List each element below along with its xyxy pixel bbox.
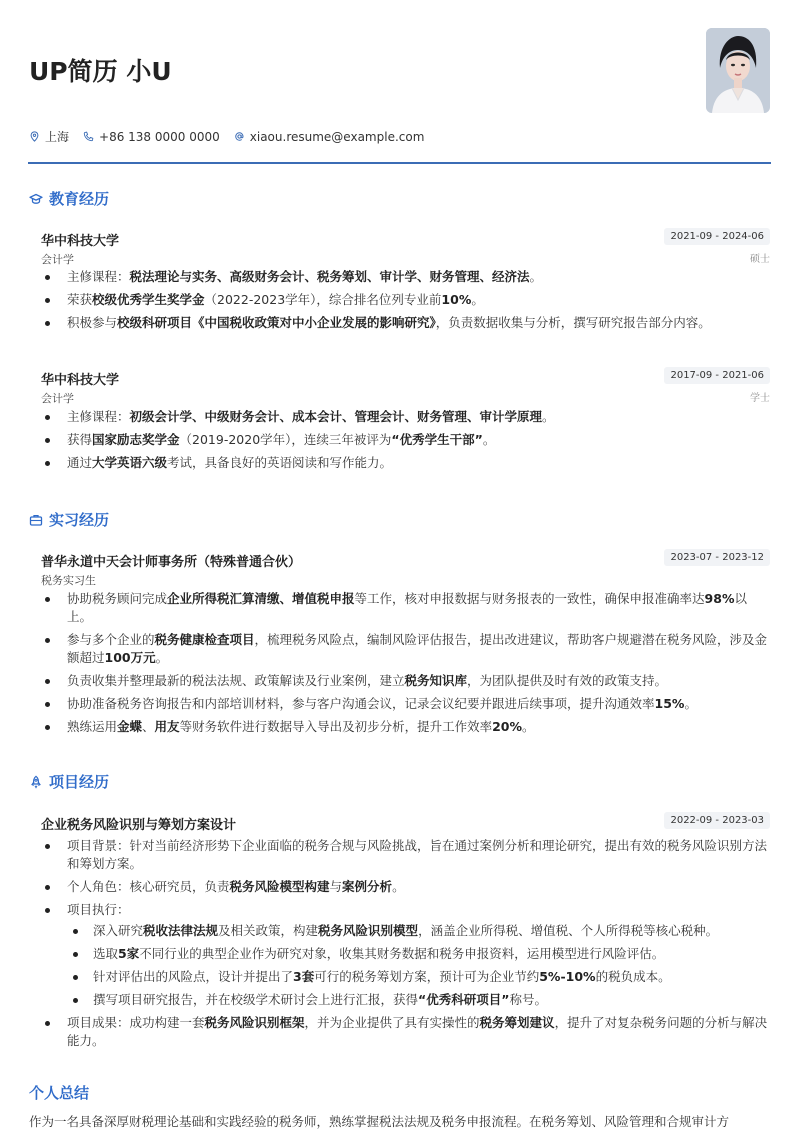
major: 会计学 bbox=[41, 392, 74, 405]
header-divider bbox=[28, 162, 771, 164]
body-text: 获得 bbox=[67, 432, 93, 447]
at-sign-icon bbox=[234, 131, 245, 142]
contact-location bbox=[29, 128, 69, 145]
phone-text: +86 138 0000 0000 bbox=[99, 129, 220, 144]
education-entry-2 bbox=[41, 369, 770, 406]
highlight-text: 3套 bbox=[293, 969, 315, 984]
section-projects-title bbox=[29, 771, 109, 792]
company-name: 普华永道中天会计师事务所（特殊普通合伙） bbox=[41, 555, 302, 570]
location-pin-icon bbox=[29, 131, 40, 142]
section-internship-title bbox=[29, 509, 109, 530]
section-education-title bbox=[29, 188, 109, 209]
bullet-item bbox=[41, 672, 770, 690]
highlight-text: 税务健康检查项目 bbox=[154, 632, 255, 647]
body-text: 。 bbox=[155, 650, 169, 665]
body-text: 项目背景：针对当前经济形势下企业面临的税务合规与风险挑战，旨在通过案例分析和理论研究，提出有效的税务风险识别方法和筹划方案。 bbox=[67, 838, 768, 871]
body-text: 主修课程： bbox=[67, 269, 130, 284]
bullet-item bbox=[41, 878, 770, 896]
highlight-text: 用友 bbox=[154, 719, 180, 734]
body-text: 称号。 bbox=[509, 992, 547, 1007]
bullet-item bbox=[67, 945, 770, 963]
body-text: 熟练运用 bbox=[67, 719, 118, 734]
school-name: 华中科技大学 bbox=[41, 373, 120, 388]
body-text: 、 bbox=[142, 719, 155, 734]
body-text: 项目成果：成功构建一套 bbox=[67, 1015, 205, 1030]
bullet-item bbox=[67, 991, 770, 1009]
bullet-item bbox=[41, 291, 770, 309]
body-text: 以上。 bbox=[67, 591, 747, 624]
contact-phone[interactable] bbox=[83, 130, 220, 144]
bullet-item bbox=[67, 968, 770, 986]
highlight-text: 税务风险模型构建 bbox=[229, 879, 330, 894]
date-range-badge: 2017-09 - 2021-06 bbox=[664, 367, 770, 384]
body-text: 可行的税务筹划方案，预计可为企业节约 bbox=[314, 969, 540, 984]
body-text: 深入研究 bbox=[93, 923, 144, 938]
date-range-badge: 2023-07 - 2023-12 bbox=[664, 549, 770, 566]
body-text: 项目执行： bbox=[67, 902, 130, 917]
body-text: ，为团队提供及时有效的政策支持。 bbox=[467, 673, 668, 688]
highlight-text: 校级科研项目《中国税收政策对中小企业发展的影响研究》 bbox=[117, 315, 436, 330]
profile-photo bbox=[706, 28, 770, 113]
section-education-label: 教育经历 bbox=[49, 190, 110, 208]
body-text: 及相关政策，构建 bbox=[218, 923, 319, 938]
school-name: 华中科技大学 bbox=[41, 234, 120, 249]
role: 税务实习生 bbox=[41, 574, 96, 587]
bullet-item bbox=[41, 718, 770, 736]
body-text: 主修课程： bbox=[67, 409, 130, 424]
internship-1-bullets bbox=[41, 590, 770, 741]
body-text: 的税负成本。 bbox=[595, 969, 671, 984]
highlight-text: 初级会计学、中级财务会计、成本会计、管理会计、财务管理、审计学原理 bbox=[129, 409, 543, 424]
highlight-text: 100万元 bbox=[104, 650, 156, 665]
body-text: 选取 bbox=[93, 946, 119, 961]
degree-label: 学士 bbox=[750, 393, 770, 404]
body-text: 等财务软件进行数据导入导出及初步分析，提升工作效率 bbox=[179, 719, 493, 734]
body-text: 。 bbox=[684, 696, 697, 711]
contact-row bbox=[29, 128, 438, 145]
highlight-text: 税务筹划建议 bbox=[479, 1015, 555, 1030]
portrait-image bbox=[706, 28, 770, 113]
body-text: 针对评估出的风险点，设计并提出了 bbox=[93, 969, 294, 984]
phone-icon bbox=[83, 131, 94, 142]
body-text: 。 bbox=[522, 719, 535, 734]
highlight-text: 10% bbox=[441, 292, 472, 307]
email-text: xiaou.resume@example.com bbox=[249, 129, 425, 144]
internship-entry-1 bbox=[41, 551, 770, 588]
bullet-item bbox=[41, 901, 770, 1009]
degree-label: 硕士 bbox=[750, 254, 770, 265]
bullet-item bbox=[41, 268, 770, 286]
sub-bullet-list bbox=[67, 922, 770, 1009]
bullet-item bbox=[41, 408, 770, 426]
body-text: 考试，具备良好的英语阅读和写作能力。 bbox=[167, 455, 393, 470]
highlight-text: “优秀科研项目” bbox=[418, 992, 510, 1007]
location-text: 上海 bbox=[45, 130, 70, 144]
candidate-name: UP简历 小U bbox=[29, 57, 172, 86]
highlight-text: 税务知识库 bbox=[404, 673, 468, 688]
graduation-cap-icon bbox=[29, 192, 43, 206]
body-text: （2022-2023学年），综合排名位列专业前 bbox=[204, 292, 442, 307]
bullet-item bbox=[41, 454, 770, 472]
body-text: 协助税务顾问完成 bbox=[67, 591, 168, 606]
highlight-text: 5家 bbox=[118, 946, 140, 961]
body-text: 。 bbox=[529, 269, 543, 284]
highlight-text: 企业所得税汇算清缴、增值税申报 bbox=[167, 591, 355, 606]
body-text: 。 bbox=[392, 879, 405, 894]
bullet-item bbox=[41, 314, 770, 332]
body-text: 。 bbox=[542, 409, 555, 424]
bullet-item bbox=[41, 837, 770, 873]
body-text: ，梳理税务风险点，编制风险评估报告，提出改进建议，帮助客户规避潜在税务风险，涉及金额超过 bbox=[67, 632, 768, 665]
contact-email[interactable] bbox=[234, 130, 425, 144]
body-text: 撰写项目研究报告，并在校级学术研讨会上进行汇报，获得 bbox=[93, 992, 419, 1007]
body-text: 通过 bbox=[67, 455, 93, 470]
highlight-text: 15% bbox=[654, 696, 685, 711]
highlight-text: 5%-10% bbox=[539, 969, 596, 984]
highlight-text: 国家励志奖学金 bbox=[92, 432, 180, 447]
highlight-text: 校级优秀学生奖学金 bbox=[92, 292, 205, 307]
body-text: 协助准备税务咨询报告和内部培训材料，参与客户沟通会议，记录会议纪要并跟进后续事项，提升沟通效率 bbox=[67, 696, 655, 711]
rocket-icon bbox=[29, 775, 43, 789]
highlight-text: 金蝶 bbox=[117, 719, 143, 734]
bullet-item bbox=[41, 590, 770, 626]
body-text: ，并为企业提供了具有实操性的 bbox=[304, 1015, 480, 1030]
date-range-badge: 2022-09 - 2023-03 bbox=[664, 812, 770, 829]
briefcase-icon bbox=[29, 513, 43, 527]
body-text: 荣获 bbox=[67, 292, 93, 307]
body-text: 。 bbox=[471, 292, 484, 307]
education-entry-1 bbox=[41, 230, 770, 267]
highlight-text: 税务风险识别框架 bbox=[204, 1015, 305, 1030]
body-text: 参与多个企业的 bbox=[67, 632, 155, 647]
body-text: 积极参与 bbox=[67, 315, 118, 330]
section-summary-title: 个人总结 bbox=[29, 1084, 90, 1102]
date-range-badge: 2021-09 - 2024-06 bbox=[664, 228, 770, 245]
bullet-item bbox=[41, 631, 770, 667]
highlight-text: 税收法律法规 bbox=[143, 923, 219, 938]
highlight-text: 税务风险识别模型 bbox=[318, 923, 419, 938]
major: 会计学 bbox=[41, 253, 74, 266]
body-text: ，涵盖企业所得税、增值税、个人所得税等核心税种。 bbox=[418, 923, 719, 938]
highlight-text: 案例分析 bbox=[342, 879, 393, 894]
highlight-text: 税法理论与实务、高级财务会计、税务筹划、审计学、财务管理、经济法 bbox=[129, 269, 530, 284]
section-internship-label: 实习经历 bbox=[49, 511, 110, 529]
bullet-item bbox=[67, 922, 770, 940]
body-text: 与 bbox=[329, 879, 343, 894]
education-2-bullets bbox=[41, 408, 770, 477]
highlight-text: “优秀学生干部” bbox=[391, 432, 483, 447]
body-text: ，负责数据收集与分析，撰写研究报告部分内容。 bbox=[435, 315, 711, 330]
body-text: （2019-2020学年），连续三年被评为 bbox=[179, 432, 392, 447]
body-text: 负责收集并整理最新的税法法规、政策解读及行业案例，建立 bbox=[67, 673, 405, 688]
education-1-bullets bbox=[41, 268, 770, 337]
section-projects-label: 项目经历 bbox=[49, 773, 110, 791]
body-text: ，提升了对复杂税务问题的分析与解决能力。 bbox=[67, 1015, 768, 1048]
highlight-text: 98% bbox=[704, 591, 735, 606]
bullet-item bbox=[41, 1014, 770, 1050]
bullet-item bbox=[41, 431, 770, 449]
highlight-text: 大学英语六级 bbox=[92, 455, 168, 470]
bullet-item bbox=[41, 695, 770, 713]
body-text: 。 bbox=[482, 432, 496, 447]
project-entry-1 bbox=[41, 814, 770, 833]
highlight-text: 20% bbox=[492, 719, 522, 734]
summary-text: 作为一名具备深厚财税理论基础和实践经验的税务师，熟练掌握税法法规及税务申报流程。在税务筹划、风险管理和合规审计方 bbox=[29, 1114, 730, 1129]
project-1-bullets bbox=[41, 837, 770, 1055]
body-text: 等工作，核对申报数据与财务报表的一致性，确保申报准确率达 bbox=[354, 591, 705, 606]
body-text: 不同行业的典型企业作为研究对象，收集其财务数据和税务申报资料，运用模型进行风险评估。 bbox=[139, 946, 665, 961]
project-name: 企业税务风险识别与筹划方案设计 bbox=[41, 818, 237, 833]
body-text: 个人角色：核心研究员，负责 bbox=[67, 879, 230, 894]
